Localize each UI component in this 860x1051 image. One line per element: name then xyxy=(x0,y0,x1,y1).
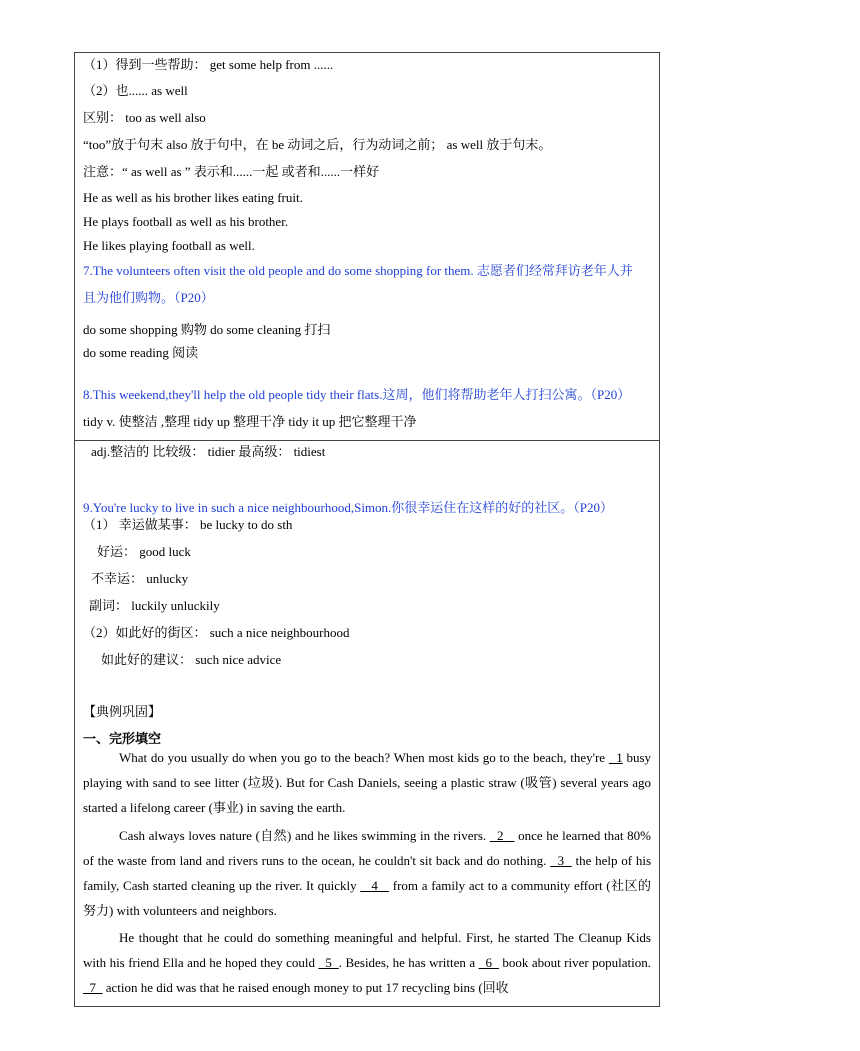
note-line: （2）如此好的街区： such a nice neighbourhood xyxy=(83,625,350,640)
blank-6[interactable]: 6 xyxy=(485,955,492,970)
note-line: （1） 幸运做某事： be lucky to do sth xyxy=(83,517,293,532)
cloze-paragraph-3: He thought that he could do something meaningful and helpful. First, he started The Cleanup Kids with his friend Ella and he hoped they could 5 . Besides, he has written a 6 book about river population. 7 action he did was that he raised enough money to put 17 recycling bins (回收 xyxy=(83,930,651,995)
example-sentence: He plays football as well as his brother. xyxy=(83,214,289,229)
note-line: 好运： good luck xyxy=(97,544,191,559)
blank-1[interactable]: 1 xyxy=(616,750,623,765)
section-title: 【典例巩固】 xyxy=(83,704,162,719)
key-sentence-8: 8.This weekend,they'll help the old people tidy their flats.这周，他们将帮助老年人打扫公寓。（P20） xyxy=(83,387,631,402)
cloze-paragraph-2: Cash always loves nature (自然) and he likes swimming in the rivers. 2 once he learned that 80% of the waste from land and rivers runs to the ocean, he couldn't sit back and do nothing. 3 the help of his family, Cash started cleaning up the river. It quickly 4 from a family act to a community effort (社区的努力) with volunteers and neighbors. xyxy=(83,828,652,918)
notes-box-bottom xyxy=(74,440,660,1007)
key-sentence-7: 7.The volunteers often visit the old people and do some shopping for them. 志愿者们经常拜访老年人并 xyxy=(83,263,633,278)
example-sentence: He likes playing football as well. xyxy=(83,238,255,253)
blank-5[interactable]: 5 xyxy=(325,955,332,970)
blank-4[interactable]: 4 xyxy=(371,878,378,893)
note-line: do some shopping 购物 do some cleaning 打扫 xyxy=(83,322,331,337)
notes-box-top xyxy=(74,52,660,441)
note-line: 不幸运： unlucky xyxy=(91,571,189,586)
key-sentence-7-cont: 且为他们购物。（P20） xyxy=(83,290,214,305)
exercise-heading: 一、完形填空 xyxy=(83,731,162,746)
note-line: 区别： too as well also xyxy=(83,110,206,125)
note-line: 注意：“ as well as ” 表示和......一起 或者和......一样好 xyxy=(83,164,380,179)
key-sentence-9: 9.You're lucky to live in such a nice neighbourhood,Simon.你很幸运住在这样的好的社区。（P20） xyxy=(83,500,614,515)
note-line: adj.整洁的 比较级： tidier 最高级： tidiest xyxy=(91,444,326,459)
note-line: do some reading 阅读 xyxy=(83,345,199,360)
blank-3[interactable]: 3 xyxy=(557,853,565,868)
note-line: “too”放于句末 also 放于句中，在 be 动词之后，行为动词之前； as well 放于句末。 xyxy=(83,137,552,152)
note-line: （1）得到一些帮助： get some help from ...... xyxy=(83,57,334,72)
example-sentence: He as well as his brother likes eating fruit. xyxy=(83,190,303,205)
cloze-paragraph-1: What do you usually do when you go to the beach? When most kids go to the beach, they're 1 busy playing with sand to see litter (垃圾). But for Cash Daniels, seeing a plastic straw (吸管) several years ago started a lifelong career (事业) in saving the earth. xyxy=(83,750,652,815)
note-line: （2）也...... as well xyxy=(83,83,188,98)
note-line: 副词： luckily unluckily xyxy=(89,598,220,613)
note-line: 如此好的建议： such nice advice xyxy=(101,652,282,667)
note-line: tidy v. 使整洁 ,整理 tidy up 整理干净 tidy it up 把它整理干净 xyxy=(83,414,417,429)
blank-2[interactable]: 2 xyxy=(497,828,504,843)
blank-7[interactable]: 7 xyxy=(89,980,96,995)
